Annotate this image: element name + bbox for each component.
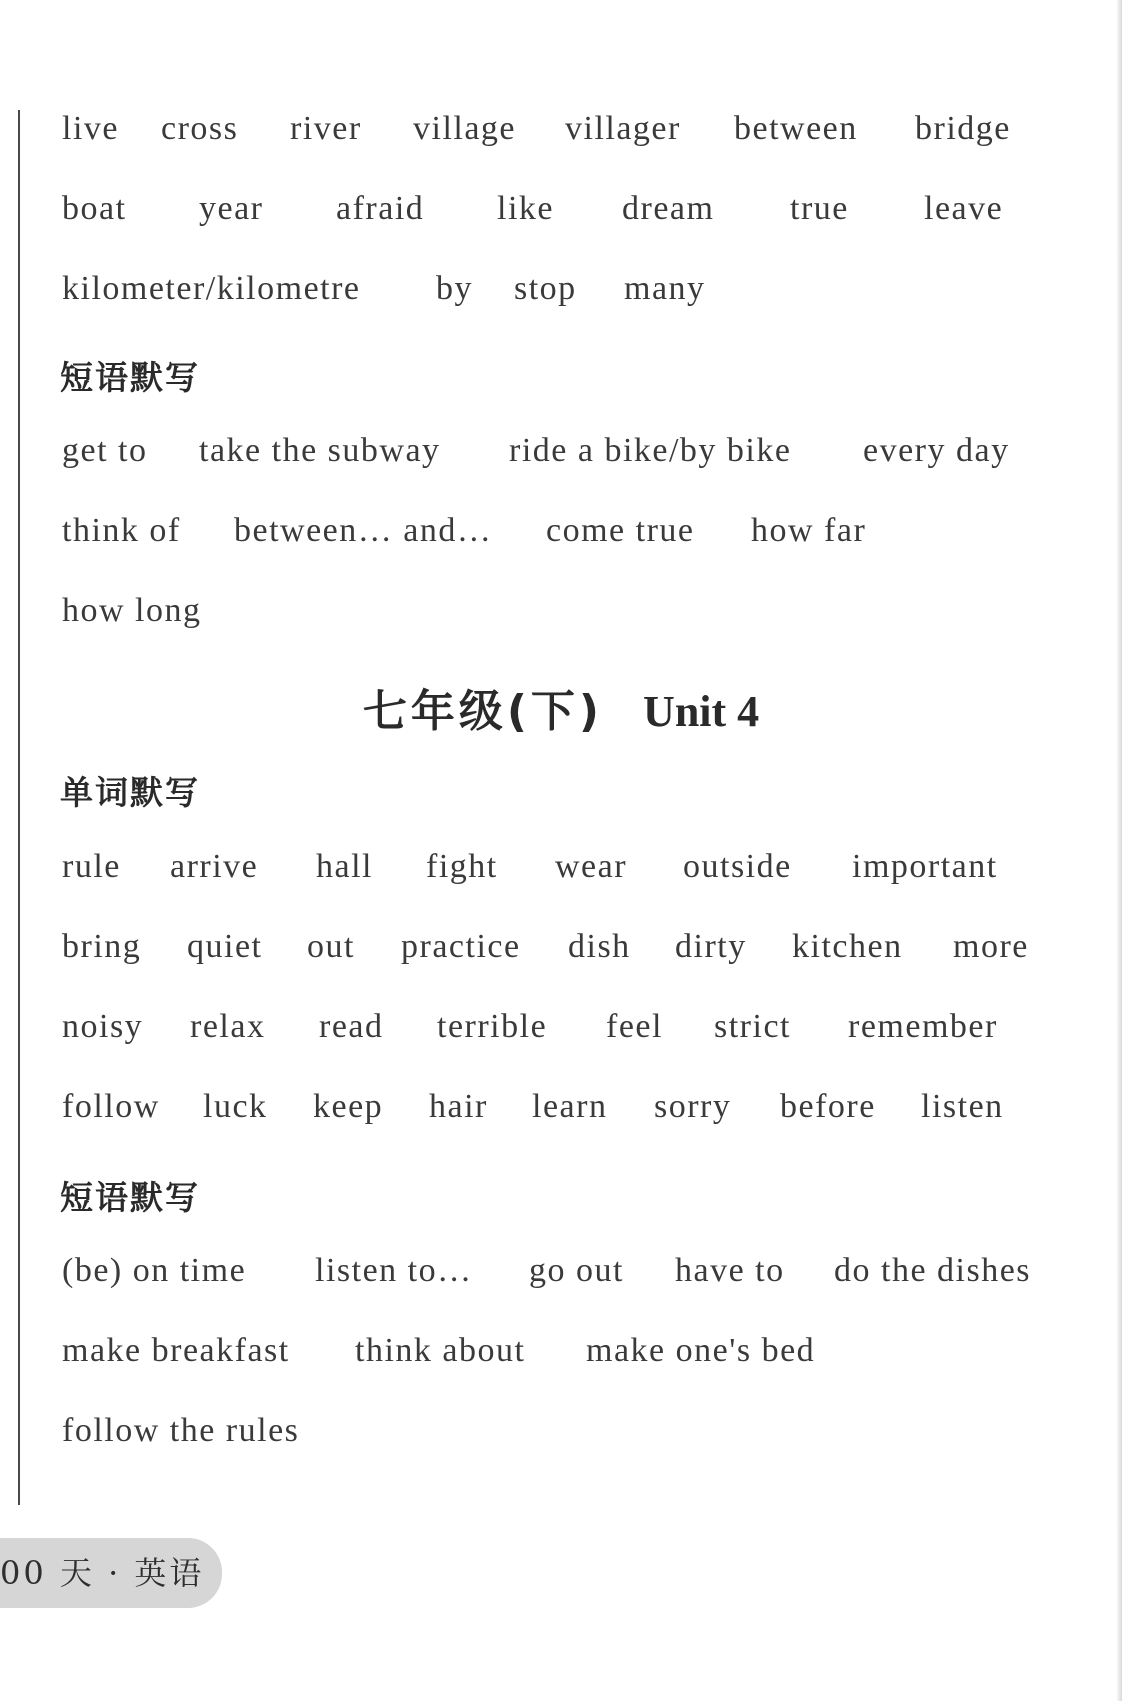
word: before <box>780 1088 876 1125</box>
word: remember <box>848 1008 998 1045</box>
word: practice <box>401 928 521 965</box>
phrase: every day <box>863 432 1010 469</box>
phrase: get to <box>62 432 148 469</box>
word: keep <box>313 1088 384 1125</box>
word: live <box>62 110 119 147</box>
word: outside <box>683 848 792 885</box>
section-heading: 短语默写 <box>60 1178 200 1217</box>
word: fight <box>426 848 498 885</box>
word: quiet <box>187 928 263 965</box>
section-heading: 单词默写 <box>60 773 200 812</box>
word: relax <box>190 1008 266 1045</box>
word: sorry <box>654 1088 732 1125</box>
word: feel <box>606 1008 663 1045</box>
word: more <box>953 928 1029 965</box>
word: luck <box>203 1088 268 1125</box>
word: out <box>307 928 355 965</box>
phrase: how long <box>62 592 202 629</box>
word: follow <box>62 1088 160 1125</box>
phrase: make one's bed <box>586 1332 816 1369</box>
word: wear <box>555 848 628 885</box>
word-line <box>62 110 1102 160</box>
word: read <box>319 1008 384 1045</box>
word: leave <box>924 190 1004 227</box>
word: listen <box>921 1088 1004 1125</box>
word: year <box>199 190 264 227</box>
phrase: think of <box>62 512 181 549</box>
phrase: listen to… <box>315 1252 473 1289</box>
phrase-line <box>62 1332 1102 1382</box>
word-line <box>62 270 1102 320</box>
footer-label: 00 天 · 英语 <box>0 1538 222 1608</box>
word: terrible <box>437 1008 548 1045</box>
word-line <box>62 1088 1102 1138</box>
word: cross <box>161 110 239 147</box>
word: hall <box>316 848 373 885</box>
word: important <box>852 848 998 885</box>
word: kitchen <box>792 928 903 965</box>
phrase: do the dishes <box>834 1252 1032 1289</box>
unit-title <box>0 675 1122 739</box>
word: villager <box>565 110 681 147</box>
grade-label: 七年级(下) <box>362 686 604 737</box>
word: like <box>497 190 554 227</box>
margin-rule <box>18 110 20 1505</box>
word: strict <box>714 1008 791 1045</box>
phrase: go out <box>529 1252 624 1289</box>
page-edge-shadow <box>1116 0 1122 1701</box>
word: rule <box>62 848 121 885</box>
word: between <box>734 110 858 147</box>
word: kilometer/kilometre <box>62 270 361 307</box>
phrase: make breakfast <box>62 1332 290 1369</box>
word: bridge <box>915 110 1011 147</box>
word: afraid <box>336 190 425 227</box>
word: hair <box>429 1088 488 1125</box>
phrase: ride a bike/by bike <box>509 432 792 469</box>
phrase: take the subway <box>199 432 441 469</box>
word: by <box>436 270 473 307</box>
phrase-line <box>62 512 1102 562</box>
phrase: follow the rules <box>62 1412 300 1449</box>
word: many <box>624 270 706 307</box>
word-line <box>62 190 1102 240</box>
phrase-line <box>62 592 1102 642</box>
phrase-line <box>62 1412 1102 1462</box>
word: dream <box>622 190 715 227</box>
word: dish <box>568 928 631 965</box>
word: river <box>290 110 362 147</box>
word: dirty <box>675 928 747 965</box>
word-line <box>62 1008 1102 1058</box>
phrase: have to <box>675 1252 785 1289</box>
phrase-line <box>62 1252 1102 1302</box>
word: village <box>413 110 517 147</box>
phrase: (be) on time <box>62 1252 247 1289</box>
word: bring <box>62 928 142 965</box>
word-line <box>62 848 1102 898</box>
phrase: think about <box>355 1332 526 1369</box>
word-line <box>62 928 1102 978</box>
word: learn <box>532 1088 608 1125</box>
phrase: come true <box>546 512 695 549</box>
word: true <box>790 190 849 227</box>
phrase: how far <box>751 512 867 549</box>
word: noisy <box>62 1008 144 1045</box>
unit-label: Unit 4 <box>643 687 760 736</box>
word: stop <box>514 270 577 307</box>
phrase: between… and… <box>234 512 493 549</box>
word: arrive <box>170 848 259 885</box>
word: boat <box>62 190 127 227</box>
phrase-line <box>62 432 1102 482</box>
section-heading: 短语默写 <box>60 358 200 397</box>
